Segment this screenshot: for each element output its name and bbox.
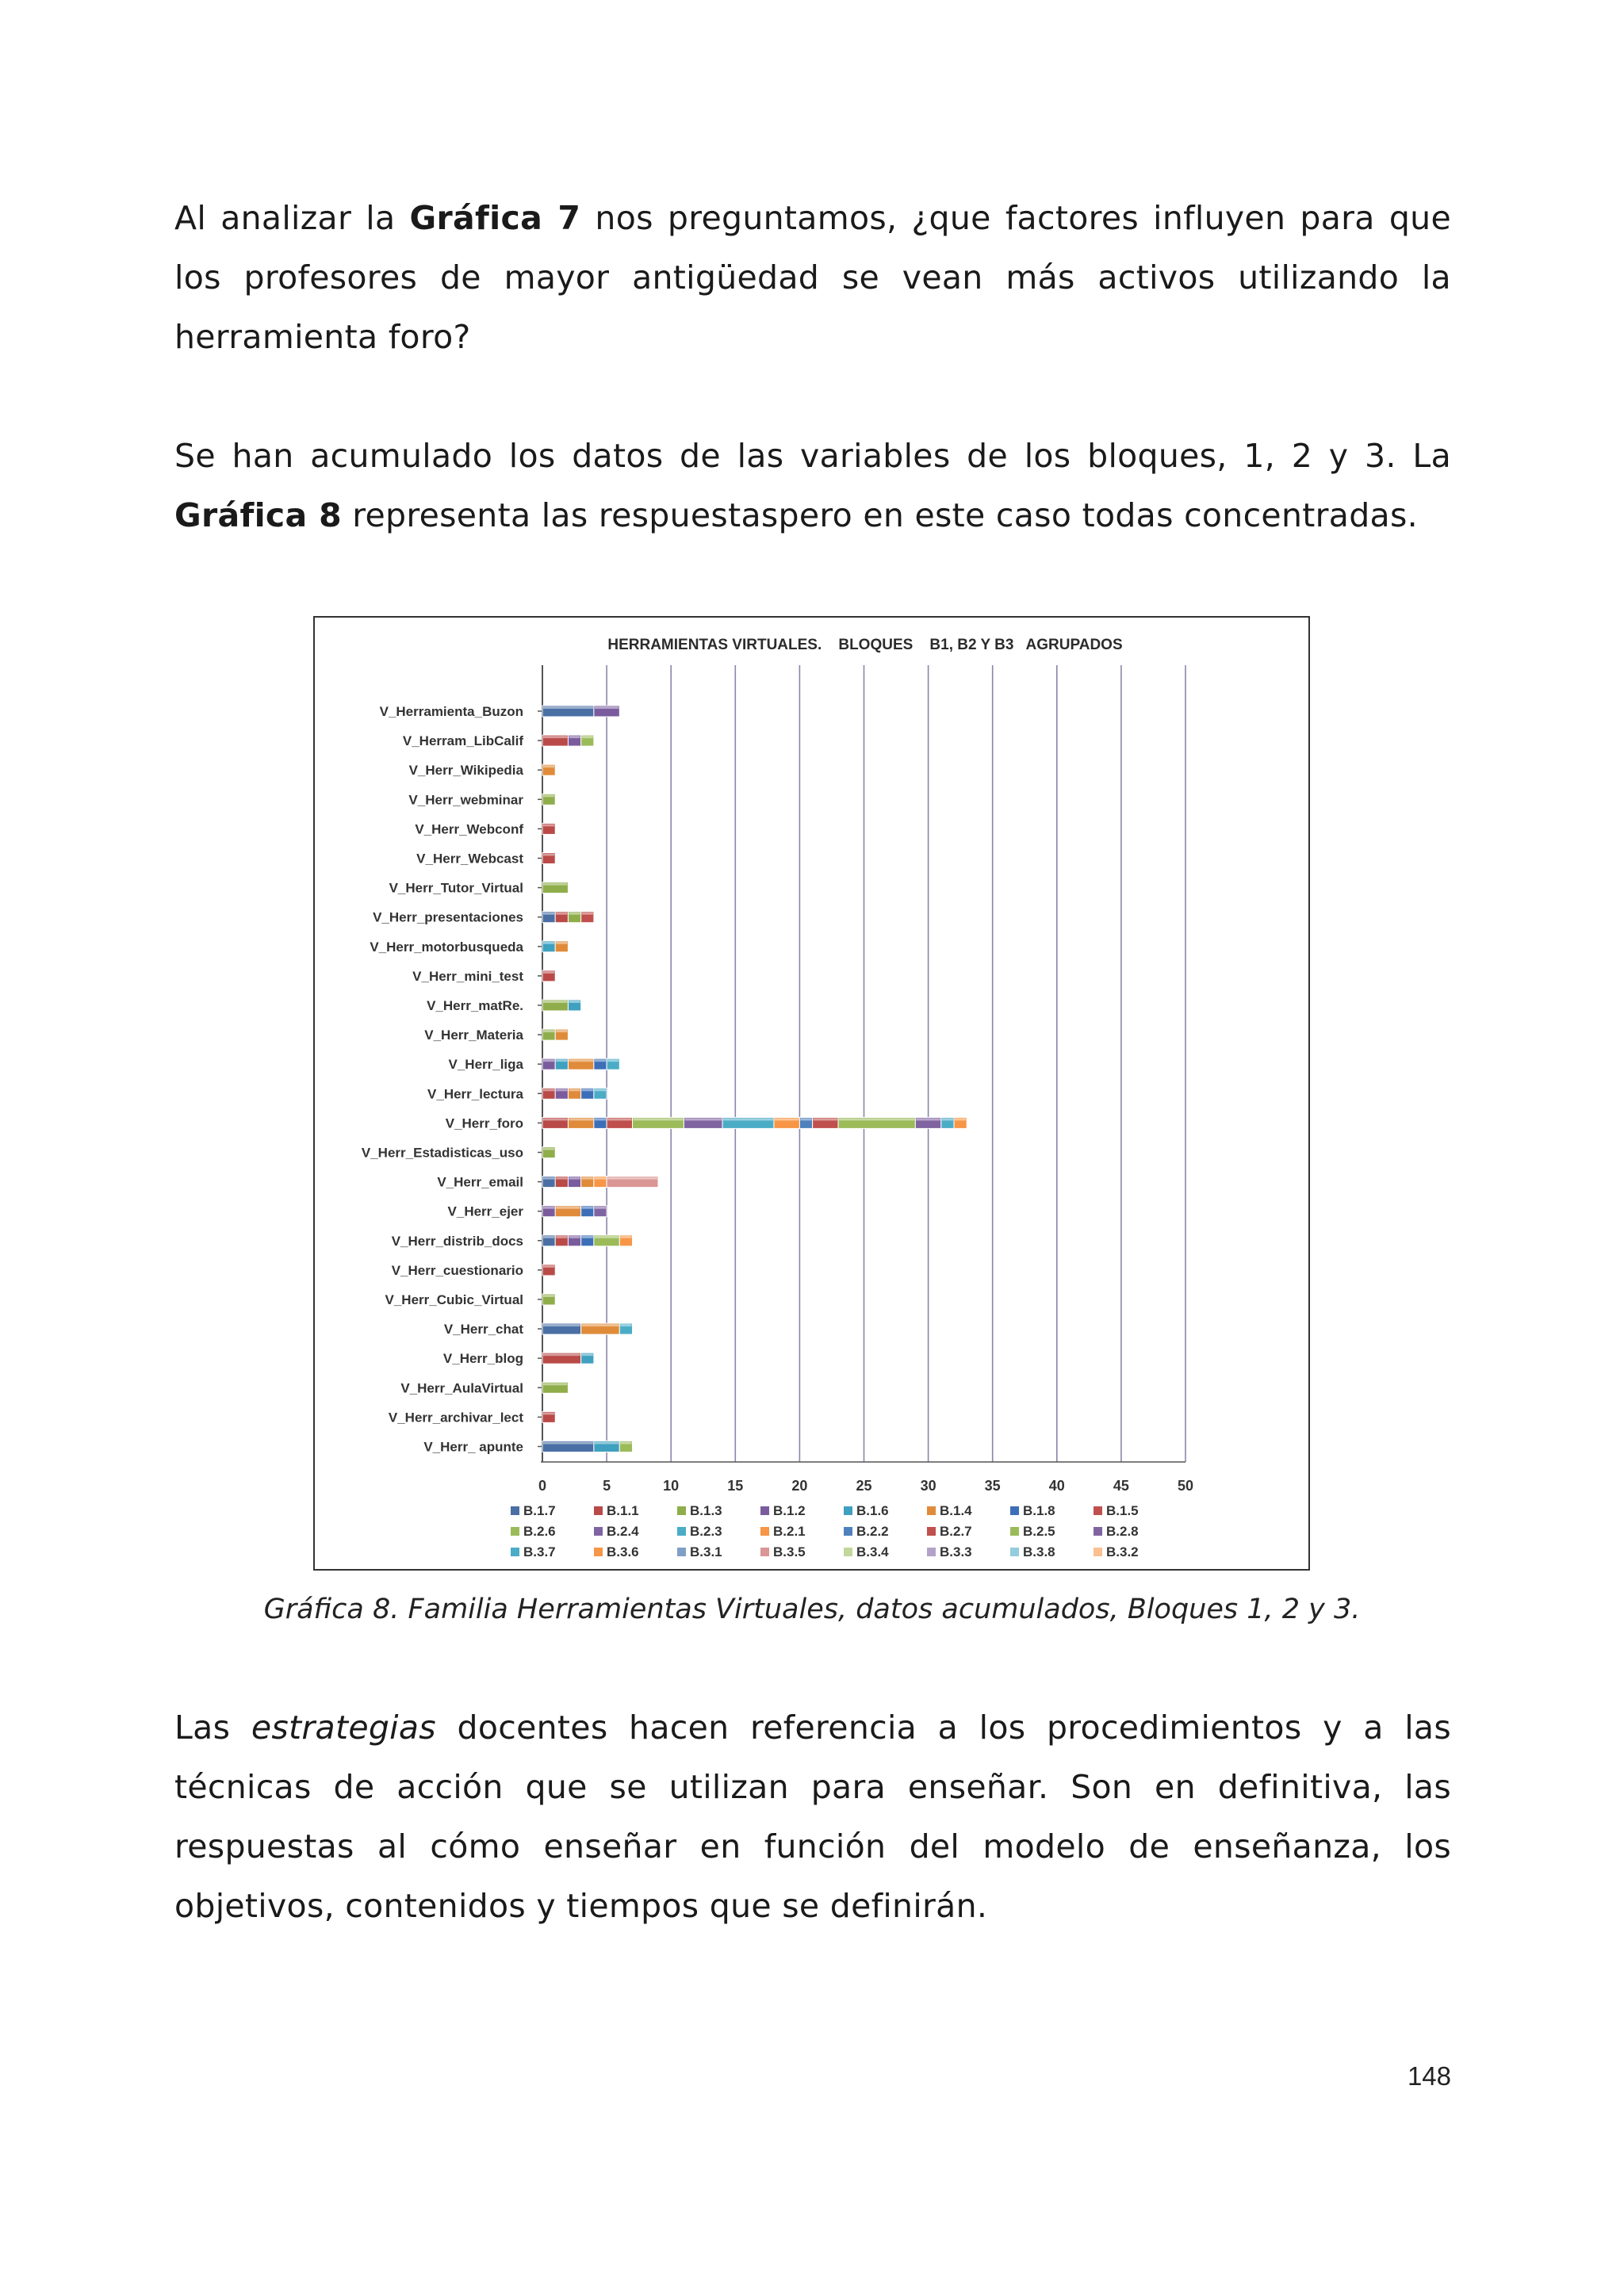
bar-highlight xyxy=(569,1059,592,1062)
legend-swatch xyxy=(594,1506,603,1515)
legend-swatch xyxy=(927,1506,936,1515)
bar-highlight xyxy=(543,913,554,915)
legend-label: B.2.1 xyxy=(773,1524,806,1539)
legend-label: B.1.8 xyxy=(1023,1503,1055,1518)
legend-label: B.1.4 xyxy=(940,1503,972,1518)
bar-highlight xyxy=(955,1118,966,1120)
grid-lines xyxy=(541,665,1185,1462)
bar-highlight xyxy=(582,736,593,738)
x-tick-label: 15 xyxy=(727,1478,744,1494)
bar-highlight xyxy=(684,1118,722,1120)
paragraph-data xyxy=(174,427,1451,545)
bar-highlight xyxy=(595,1177,606,1180)
category-label: V_Herr_liga xyxy=(448,1057,523,1073)
bar-highlight xyxy=(543,1118,567,1120)
bar-highlight xyxy=(543,706,593,709)
legend-swatch xyxy=(1094,1548,1102,1556)
bar-highlight xyxy=(543,736,567,738)
legend-label: B.2.2 xyxy=(856,1524,889,1539)
x-tick-label: 0 xyxy=(538,1478,547,1494)
legend-label: B.3.5 xyxy=(773,1544,806,1559)
paragraph-intro-text-2: nos preguntamos, ¿que factores influyen para que los profesores de mayor antigüedad se vean más activos utilizando la herramienta foro? xyxy=(174,199,1451,356)
chart-frame xyxy=(313,616,1310,1571)
bar-highlight xyxy=(723,1118,773,1120)
legend-swatch xyxy=(677,1548,686,1556)
bar-highlight xyxy=(620,1442,631,1445)
bar-highlight xyxy=(543,971,554,974)
figure-reference-7: Gráfica 7 xyxy=(409,199,581,237)
legend-swatch xyxy=(844,1506,852,1515)
bar-highlight xyxy=(582,1177,593,1180)
legend-label: B.1.5 xyxy=(1106,1503,1139,1518)
legend-swatch xyxy=(760,1548,769,1556)
x-tick-label: 40 xyxy=(1048,1478,1065,1494)
bar-highlight xyxy=(634,1118,684,1120)
bar-highlight xyxy=(814,1118,837,1120)
paragraph-data-text-2: representa las respuestaspero en este caso todas concentradas. xyxy=(341,496,1418,534)
bar-highlight xyxy=(556,1207,580,1209)
bar-highlight xyxy=(607,1118,631,1120)
bar-highlight xyxy=(543,1001,567,1003)
figure-reference-8: Gráfica 8 xyxy=(174,496,342,534)
bar-highlight xyxy=(595,1207,606,1209)
category-label: V_Herr_Webcast xyxy=(416,851,523,867)
legend-label: B.3.1 xyxy=(690,1544,722,1559)
x-tick-label: 50 xyxy=(1177,1478,1194,1494)
legend-swatch xyxy=(844,1527,852,1536)
bar-highlight xyxy=(543,1353,580,1356)
bar-highlight xyxy=(543,1295,554,1297)
bar-highlight xyxy=(569,1089,580,1091)
bar-highlight xyxy=(556,942,567,944)
bar-highlight xyxy=(800,1118,811,1120)
bar-highlight xyxy=(582,1324,619,1326)
bar-highlight xyxy=(556,1030,567,1032)
legend-swatch xyxy=(1094,1527,1102,1536)
category-label: V_Herr_archivar_lect xyxy=(388,1410,523,1425)
legend-label: B.1.1 xyxy=(607,1503,639,1518)
category-label: V_Herr_ejer xyxy=(447,1203,523,1219)
bar-highlight xyxy=(543,1324,580,1326)
category-label: V_Herr_AulaVirtual xyxy=(400,1380,523,1396)
bar-highlight xyxy=(569,1001,580,1003)
legend-swatch xyxy=(844,1548,852,1556)
bar-highlight xyxy=(595,1089,606,1091)
category-label: V_Herr_email xyxy=(437,1174,523,1190)
category-label: V_Herr_Tutor_Virtual xyxy=(389,880,523,896)
legend-label: B.3.3 xyxy=(940,1544,972,1559)
legend-swatch xyxy=(511,1548,519,1556)
legend-swatch xyxy=(594,1548,603,1556)
x-tick-label: 45 xyxy=(1113,1478,1129,1494)
legend-label: B.3.4 xyxy=(856,1544,889,1559)
category-labels xyxy=(362,704,542,1455)
paragraph-intro xyxy=(174,189,1451,367)
legend-swatch xyxy=(677,1506,686,1515)
legend-swatch xyxy=(511,1527,519,1536)
category-label: V_Herram_LibCalif xyxy=(402,733,523,749)
bar-highlight xyxy=(607,1059,619,1062)
bar-highlight xyxy=(582,913,593,915)
legend-label: B.3.2 xyxy=(1106,1544,1139,1559)
bar-highlight xyxy=(595,1059,606,1062)
legend-label: B.3.7 xyxy=(523,1544,556,1559)
bar-highlight xyxy=(543,1030,554,1032)
legend-label: B.2.6 xyxy=(523,1524,556,1539)
bar-highlight xyxy=(595,1442,619,1445)
bar-highlight xyxy=(582,1089,593,1091)
legend-label: B.2.8 xyxy=(1106,1524,1139,1539)
page-number: 148 xyxy=(1407,2061,1451,2091)
bars xyxy=(542,706,967,1452)
bar-highlight xyxy=(543,942,554,944)
bar-highlight xyxy=(595,1118,606,1120)
bar-highlight xyxy=(582,1236,593,1238)
category-label: V_Herr_Webconf xyxy=(415,821,523,837)
chart-title: HERRAMIENTAS VIRTUALES. BLOQUES B1, B2 Y B3 AGRUPADOS xyxy=(607,637,1123,653)
category-label: V_Herr_Materia xyxy=(424,1027,523,1043)
category-label: V_Herr_chat xyxy=(443,1322,523,1337)
bar-highlight xyxy=(569,1177,580,1180)
category-label: V_Herr_distrib_docs xyxy=(391,1233,523,1249)
bar-highlight xyxy=(569,913,580,915)
bar-highlight xyxy=(543,794,554,797)
category-label: V_Herr_mini_test xyxy=(412,968,523,984)
paragraph-strategies-text-1: Las xyxy=(174,1709,251,1747)
bar-highlight xyxy=(543,1236,554,1238)
figure-caption: Gráfica 8. Familia Herramientas Virtuales, datos acumulados, Bloques 1, 2 y 3. xyxy=(263,1594,1361,1625)
legend-swatch xyxy=(927,1548,936,1556)
category-label: V_Herr_Wikipedia xyxy=(408,763,523,779)
bar-highlight xyxy=(556,1089,567,1091)
category-label: V_Herr_lectura xyxy=(427,1086,523,1102)
category-label: V_Herr_foro xyxy=(445,1115,523,1131)
legend-swatch xyxy=(511,1506,519,1515)
bar-highlight xyxy=(839,1118,914,1120)
bar-highlight xyxy=(942,1118,953,1120)
paragraph-intro-text-1: Al analizar la xyxy=(174,199,410,237)
bar-highlight xyxy=(569,1236,580,1238)
bar-highlight xyxy=(543,1089,554,1091)
x-tick-label: 30 xyxy=(920,1478,936,1494)
legend-swatch xyxy=(1010,1527,1019,1536)
category-label: V_Herr_Estadisticas_uso xyxy=(361,1145,523,1161)
bar-highlight xyxy=(556,913,567,915)
category-label: V_Herr_motorbusqueda xyxy=(370,939,523,955)
category-label: V_Herr_blog xyxy=(442,1351,523,1367)
bar-highlight xyxy=(595,706,619,709)
bar-highlight xyxy=(620,1324,631,1326)
bar-highlight xyxy=(569,736,580,738)
emphasis-estrategias: estrategias xyxy=(251,1709,436,1747)
legend-swatch xyxy=(677,1527,686,1536)
bar-highlight xyxy=(595,1236,619,1238)
bar-highlight xyxy=(543,765,554,767)
legend-swatch xyxy=(1094,1506,1102,1515)
bar-highlight xyxy=(543,1177,554,1180)
category-label: V_Herr_ apunte xyxy=(423,1439,523,1455)
legend-swatch xyxy=(760,1527,769,1536)
paragraph-strategies xyxy=(174,1698,1451,1936)
bar-highlight xyxy=(775,1118,799,1120)
category-label: V_Herr_matRe. xyxy=(427,998,523,1013)
category-label: V_Herr_webminar xyxy=(408,792,523,808)
category-label: V_Herr_cuestionario xyxy=(391,1262,523,1278)
bar-highlight xyxy=(543,854,554,856)
bar-highlight xyxy=(543,1207,554,1209)
bar-highlight xyxy=(543,1412,554,1414)
bar-highlight xyxy=(556,1059,567,1062)
bar-highlight xyxy=(543,1383,567,1385)
legend-label: B.3.8 xyxy=(1023,1544,1055,1559)
legend-label: B.2.5 xyxy=(1023,1524,1055,1539)
bar-highlight xyxy=(543,824,554,826)
bar-highlight xyxy=(916,1118,940,1120)
bar-highlight xyxy=(543,1148,554,1150)
x-tick-label: 10 xyxy=(663,1478,680,1494)
bar-highlight xyxy=(543,1059,554,1062)
legend-swatch xyxy=(594,1527,603,1536)
legend-label: B.2.3 xyxy=(690,1524,722,1539)
legend-label: B.2.4 xyxy=(607,1524,639,1539)
paragraph-strategies-text-2: docentes hacen referencia a los procedimientos y a las técnicas de acción que se utilizan para enseñar. Son en definitiva, las respuestas al cómo enseñar en función del modelo de enseñanza, los objetivos, contenidos y tiempos que se definirán. xyxy=(174,1709,1451,1925)
legend-label: B.1.7 xyxy=(523,1503,556,1518)
bar-highlight xyxy=(582,1207,593,1209)
x-tick-label: 35 xyxy=(984,1478,1001,1494)
x-tick-label: 20 xyxy=(791,1478,808,1494)
legend xyxy=(511,1503,1139,1559)
legend-label: B.2.7 xyxy=(940,1524,972,1539)
legend-label: B.1.6 xyxy=(856,1503,889,1518)
bar-highlight xyxy=(620,1236,631,1238)
bar-highlight xyxy=(543,1442,593,1445)
stacked-bar-chart xyxy=(315,618,1308,1569)
bar-highlight xyxy=(607,1177,657,1180)
x-tick-label: 25 xyxy=(856,1478,872,1494)
category-label: V_Herramienta_Buzon xyxy=(379,704,523,719)
legend-swatch xyxy=(927,1527,936,1536)
bar-highlight xyxy=(543,883,567,886)
x-tick-label: 5 xyxy=(603,1478,611,1494)
legend-label: B.1.3 xyxy=(690,1503,722,1518)
legend-swatch xyxy=(760,1506,769,1515)
legend-label: B.3.6 xyxy=(607,1544,639,1559)
paragraph-data-text-1: Se han acumulado los datos de las variables de los bloques, 1, 2 y 3. La xyxy=(174,437,1451,475)
legend-swatch xyxy=(1010,1506,1019,1515)
bar-highlight xyxy=(543,1265,554,1268)
bar-highlight xyxy=(556,1177,567,1180)
legend-swatch xyxy=(1010,1548,1019,1556)
bar-highlight xyxy=(569,1118,592,1120)
x-axis-ticks xyxy=(538,1478,1193,1494)
bar-highlight xyxy=(582,1353,593,1356)
category-label: V_Herr_presentaciones xyxy=(373,909,523,925)
legend-label: B.1.2 xyxy=(773,1503,806,1518)
category-label: V_Herr_Cubic_Virtual xyxy=(385,1292,523,1307)
bar-highlight xyxy=(556,1236,567,1238)
